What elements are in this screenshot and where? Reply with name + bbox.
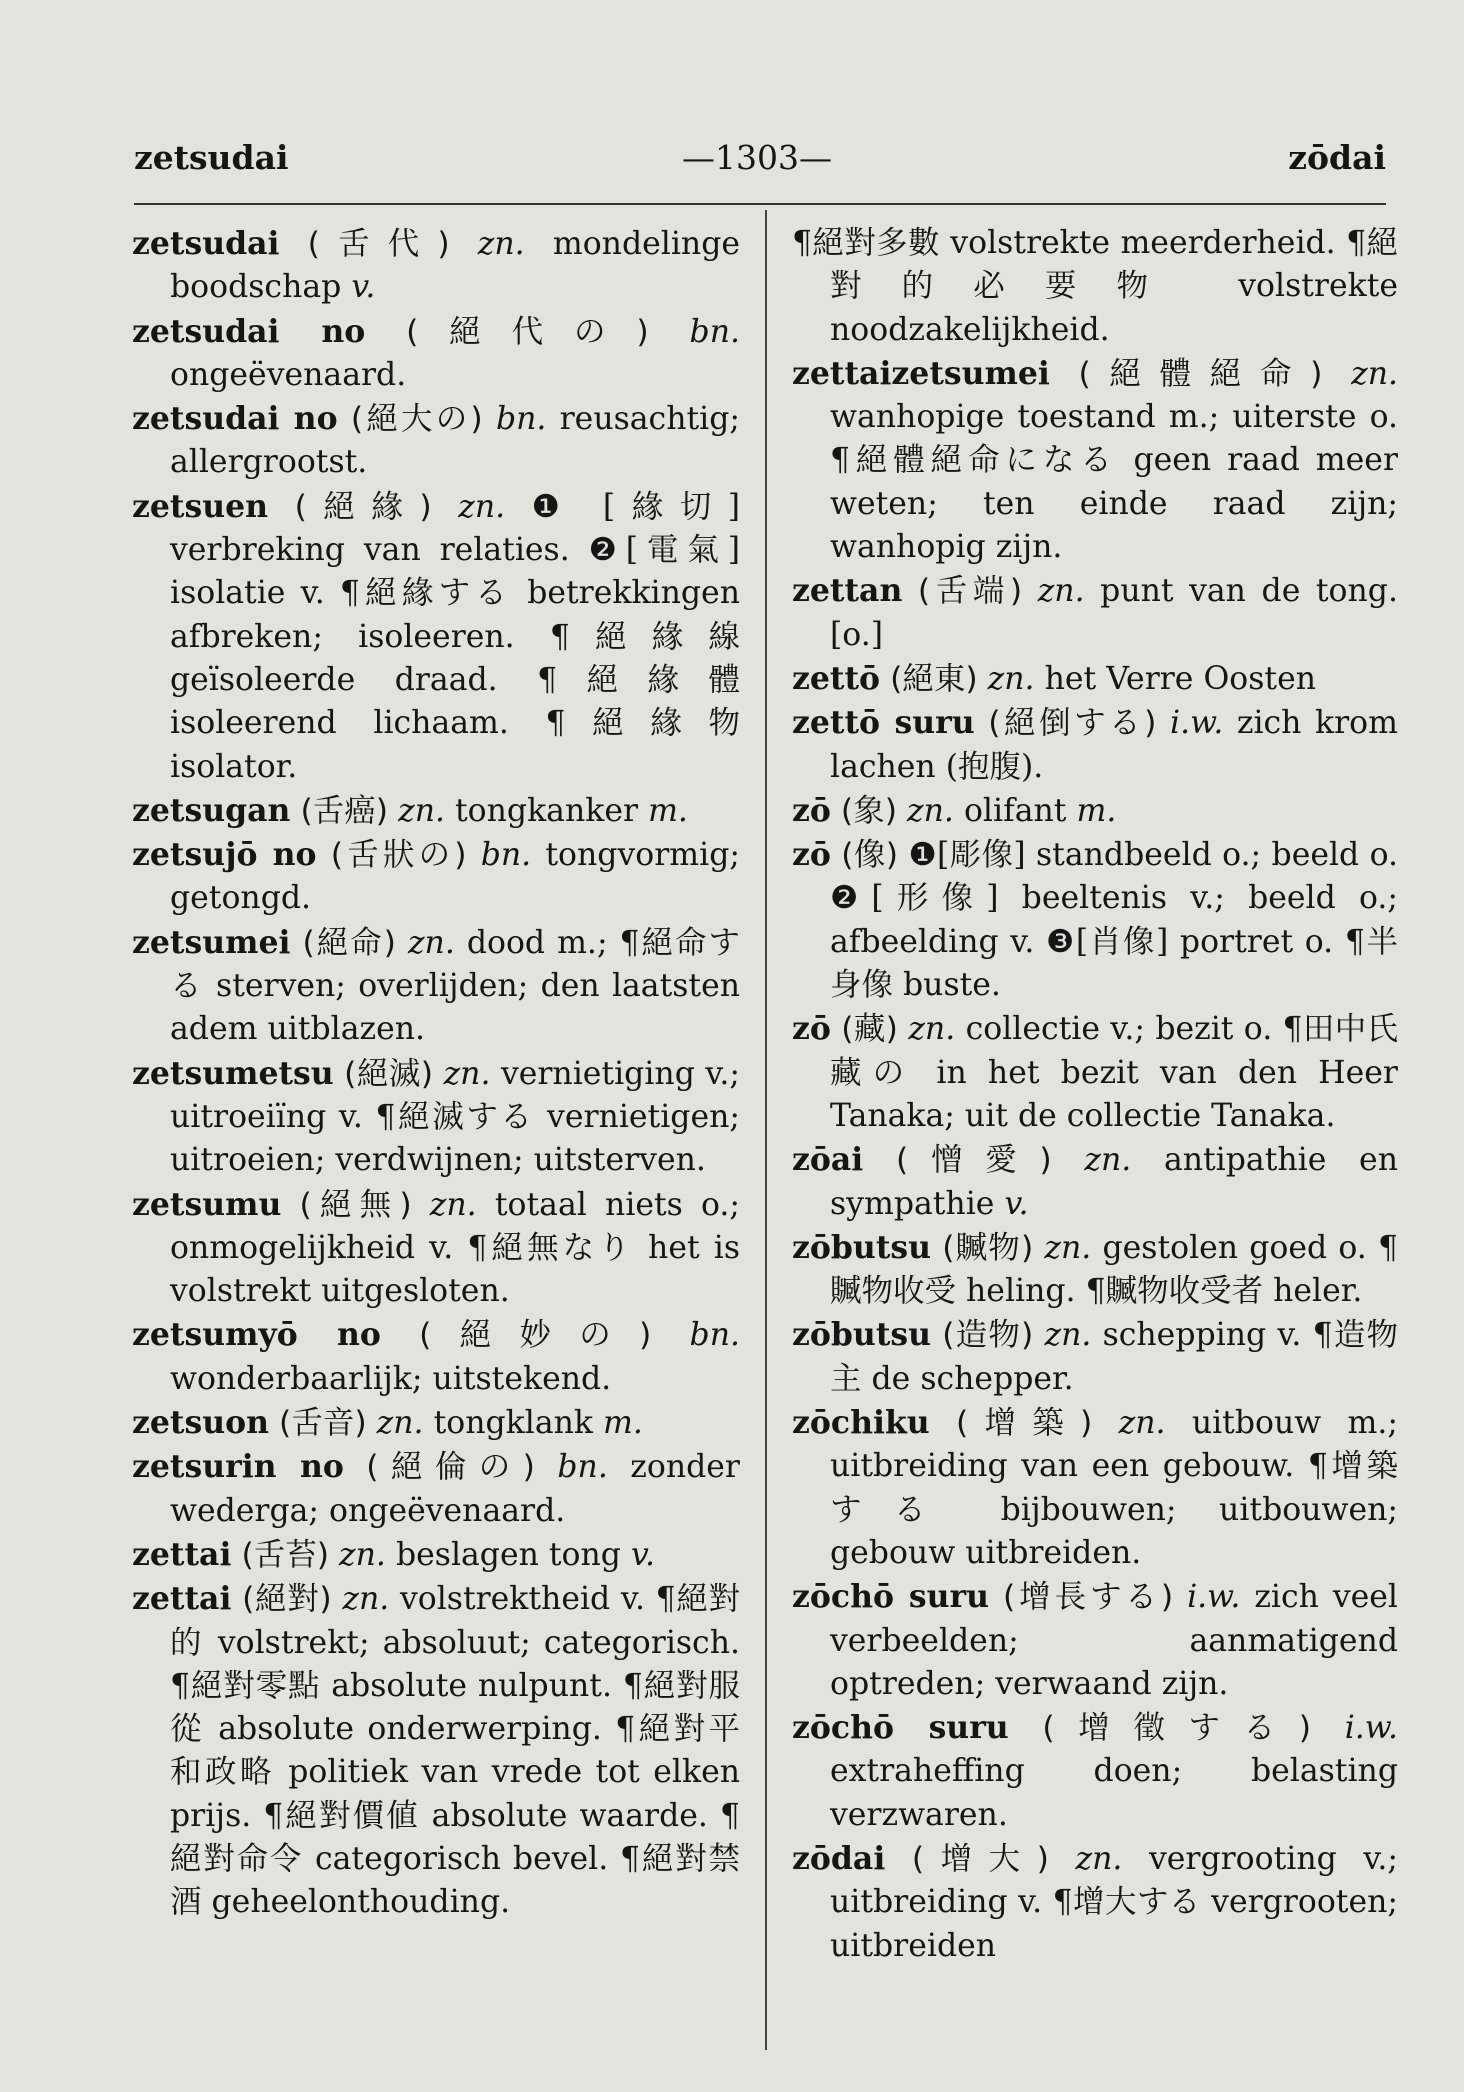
- entry-pos: bn.: [480, 837, 532, 874]
- dictionary-entry: [792, 657, 1398, 701]
- entry-headword: zettai: [132, 1580, 232, 1618]
- entry-headword: zōchō suru: [792, 1709, 1009, 1747]
- entry-kanji: (像): [841, 837, 899, 874]
- entry-pos: zn.: [907, 792, 954, 829]
- entry-kanji: (絕對): [242, 1581, 332, 1618]
- header-rule: [134, 203, 1386, 205]
- right-column: [792, 222, 1398, 2052]
- entry-pos: i.w.: [1170, 705, 1224, 742]
- dictionary-entry: [132, 1401, 740, 1445]
- guide-word-left: zetsudai: [134, 138, 289, 177]
- entry-kanji: (藏): [841, 1011, 898, 1048]
- dictionary-entry: [132, 1183, 740, 1314]
- entry-headword: zetsumyō no: [132, 1316, 381, 1354]
- entry-kanji: (舌端): [917, 573, 1023, 610]
- entry-headword: zō: [792, 1010, 831, 1048]
- dictionary-entry: [792, 1575, 1398, 1706]
- entry-headword: zōbutsu: [792, 1316, 932, 1354]
- entry-kanji: (舌苔): [241, 1536, 330, 1573]
- entry-definition: tongkanker: [455, 792, 639, 829]
- dictionary-entry: [132, 1533, 740, 1577]
- entry-definition: het Verre Oosten: [1044, 660, 1317, 697]
- entry-kanji: (絕命): [302, 924, 396, 961]
- entry-pos: zn.: [429, 1186, 477, 1223]
- entry-definition: zich veel verbeelden; aanmatigend optreden; verwaand zijn.: [830, 1579, 1398, 1702]
- entry-definition: schepping v. ¶造物主 de schepper.: [830, 1317, 1398, 1397]
- entry-definition: punt van de tong. [o.]: [830, 573, 1398, 653]
- entry-headword: zetsuon: [132, 1404, 270, 1442]
- entry-kanji: (絕妙の): [419, 1317, 652, 1354]
- entry-kanji: (舌狀の): [330, 837, 467, 874]
- entry-definition: beslagen tong: [395, 1536, 621, 1573]
- entry-headword: zettō suru: [792, 704, 975, 742]
- entry-headword: zō: [792, 791, 831, 829]
- entry-definition: zich krom lachen (抱腹).: [830, 705, 1398, 785]
- entry-headword: zetsumetsu: [132, 1054, 334, 1092]
- entry-pos: zn.: [443, 1055, 491, 1092]
- entry-definition: ongeëvenaard.: [170, 356, 407, 393]
- entry-headword: zōchō suru: [792, 1578, 990, 1616]
- entry-definition: vernietiging v.; uitroeiïng v. ¶絕滅する vernietigen; uitroeien; verdwijnen; uitsterven.: [170, 1055, 740, 1179]
- entry-pos: i.w.: [1187, 1579, 1241, 1616]
- entry-definition: dood m.; ¶絕命する sterven; overlijden; den laatsten adem uitblazen.: [170, 924, 740, 1048]
- entry-pos: zn.: [376, 1405, 424, 1442]
- entry-definition: antipathie en sympathie: [830, 1142, 1398, 1222]
- entry-definition: ❶[彫像] standbeeld o.; beeld o. ❷[形像] beeltenis v.; beeld o.; afbeelding v. ❸[肖像] portret o. ¶半身像 buste.: [830, 837, 1398, 1004]
- column-divider: [765, 210, 767, 2050]
- dictionary-entry: [132, 1052, 740, 1183]
- entry-definition: olifant: [963, 792, 1067, 829]
- entry-kanji: (增築): [955, 1405, 1093, 1442]
- entry-kanji: (絕東): [890, 660, 978, 697]
- entry-definition: tongvormig; getongd.: [170, 837, 740, 917]
- entry-definition: gestolen goed o. ¶贓物收受 heling. ¶贓物收受者 heler.: [830, 1229, 1398, 1310]
- entry-headword: zettan: [792, 572, 903, 610]
- dictionary-entry: [792, 1313, 1398, 1401]
- entry-definition: wonderbaarlijk; uitstekend.: [170, 1360, 612, 1397]
- entry-kanji: (絕體絕命): [1078, 355, 1323, 392]
- entry-headword: zetsugan: [132, 791, 291, 829]
- entry-pos: zn.: [407, 924, 455, 961]
- entry-headword: zōchiku: [792, 1404, 930, 1442]
- entry-definition: extraheffing doen; belasting verzwaren.: [830, 1753, 1398, 1833]
- entry-kanji: (增徵する): [1042, 1710, 1312, 1747]
- entry-pos: i.w.: [1344, 1710, 1398, 1747]
- entry-pos: bn.: [689, 313, 740, 350]
- dictionary-entry: [792, 1007, 1398, 1138]
- entry-gender: m.: [648, 792, 688, 829]
- entry-definition: tongklank: [433, 1405, 593, 1442]
- entry-pos: zn.: [987, 660, 1035, 697]
- dictionary-entry: [792, 833, 1398, 1007]
- entry-pos: zn.: [1044, 1317, 1092, 1354]
- entry-headword: zōbutsu: [792, 1228, 932, 1266]
- entry-headword: zettai: [132, 1535, 232, 1573]
- entry-definition: totaal niets o.; onmogelijkheid v. ¶絕無なり het is volstrekt uitgesloten.: [170, 1186, 740, 1310]
- entry-definition: mondelinge boodschap: [170, 226, 740, 306]
- entry-pos: zn.: [458, 488, 506, 525]
- entry-kanji: (舌音): [279, 1405, 367, 1442]
- entry-headword: zetsudai no: [132, 400, 338, 438]
- entry-gender: m.: [1076, 792, 1117, 829]
- entry-pos: zn.: [342, 1581, 390, 1618]
- dictionary-entry: [132, 1313, 740, 1401]
- entry-headword: zōdai: [792, 1839, 886, 1877]
- entry-kanji: (絕倒する): [988, 705, 1157, 742]
- entry-kanji: (贓物): [942, 1229, 1034, 1266]
- entry-pos: zn.: [1044, 1229, 1092, 1266]
- entry-kanji: (絕代の): [406, 313, 649, 350]
- guide-word-right: zōdai: [1288, 138, 1386, 177]
- entry-kanji: (增長する): [1002, 1579, 1174, 1616]
- entry-definition: volstrektheid v. ¶絕對的 volstrekt; absoluut; categorisch. ¶絕對零點 absolute nulpunt. ¶絕對服從 absolute onderwerping. ¶絕對平和政略 politiek van vrede tot elken prijs. ¶絕對價値 absolute waarde. ¶絕對命令 categorisch bevel. ¶絕對禁酒 geheelonthouding.: [170, 1581, 740, 1921]
- dictionary-entry: [792, 352, 1398, 569]
- entry-definition: uitbouw m.; uitbreiding van een gebouw. ¶增築する bijbouwen; uitbouwen; gebouw uitbreiden.: [830, 1405, 1398, 1571]
- entry-definition: reusachtig; allergrootst.: [170, 401, 740, 481]
- entry-definition: ❶ [緣切] verbreking van relaties. ❷[電氣] isolatie v. ¶絕緣する betrekkingen afbreken; isoleeren. ¶絕緣線 geïsoleerde draad. ¶絕緣體 isoleerend lichaam. ¶絕緣物 isolator.: [170, 488, 740, 785]
- entry-kanji: (絕滅): [344, 1055, 434, 1092]
- dictionary-entry: [132, 921, 740, 1052]
- entry-pos: zn.: [908, 1011, 956, 1048]
- entry-pos: zn.: [477, 226, 525, 262]
- dictionary-entry: [792, 701, 1398, 789]
- dictionary-entry: [132, 485, 740, 789]
- dictionary-entry: [792, 569, 1398, 657]
- dictionary-entry: [792, 1706, 1398, 1837]
- entry-headword: zetsudai: [132, 225, 280, 262]
- left-column: [132, 222, 740, 2052]
- entry-headword: zetsujō no: [132, 836, 317, 874]
- entry-pos: zn.: [1075, 1840, 1123, 1877]
- entry-definition: ¶絕對多數 volstrekte meerderheid. ¶絕對的必要物 volstrekte noodzakelijkheid.: [792, 225, 1398, 348]
- dictionary-entry: [132, 1445, 740, 1533]
- entry-gender: m.: [603, 1405, 643, 1442]
- entry-kanji: (舌癌): [300, 792, 389, 829]
- entry-kanji: (造物): [942, 1317, 1034, 1354]
- entry-gender: v.: [351, 269, 376, 306]
- entry-headword: zetsurin no: [132, 1448, 344, 1486]
- page-number: —1303—: [682, 138, 832, 177]
- dictionary-entry: [132, 789, 740, 833]
- dictionary-entry: [132, 1577, 740, 1924]
- dictionary-entry: [792, 1401, 1398, 1575]
- entry-pos: zn.: [1351, 355, 1398, 392]
- entry-headword: zetsudai no: [132, 312, 366, 350]
- entry-definition: zonder wederga; ongeëvenaard.: [170, 1449, 740, 1529]
- entry-kanji: (增大): [911, 1840, 1049, 1877]
- entry-kanji: (舌代): [307, 226, 450, 262]
- entry-definition: wanhopige toestand m.; uiterste o. ¶絕體絕命になる geen raad meer weten; ten einde raad zijn; wanhopig zijn.: [830, 399, 1398, 566]
- entry-kanji: (憎愛): [895, 1142, 1052, 1179]
- entry-pos: bn.: [557, 1449, 608, 1486]
- dictionary-entry: [132, 310, 740, 398]
- entry-pos: bn.: [689, 1317, 740, 1354]
- running-head: [0, 138, 1464, 182]
- entry-pos: zn.: [1118, 1405, 1166, 1442]
- dictionary-entry: [792, 1138, 1398, 1226]
- entry-kanji: (絕緣): [294, 488, 432, 525]
- dictionary-entry: [132, 833, 740, 921]
- dictionary-entry: [132, 222, 740, 310]
- entry-pos: zn.: [1037, 573, 1085, 610]
- entry-pos: zn.: [398, 792, 445, 829]
- dictionary-entry: [792, 1837, 1398, 1968]
- dictionary-entry: [132, 397, 740, 485]
- entry-headword: zettō: [792, 659, 881, 697]
- entry-headword: zettaizetsumei: [792, 354, 1050, 392]
- entry-pos: zn.: [339, 1536, 386, 1573]
- entry-gender: v.: [631, 1536, 656, 1573]
- entry-headword: zetsumei: [132, 923, 291, 961]
- entry-gender: v.: [1004, 1185, 1029, 1222]
- entry-headword: zōai: [792, 1141, 864, 1179]
- entry-headword: zetsuen: [132, 487, 269, 525]
- entry-pos: bn.: [495, 401, 547, 438]
- entry-definition: vergrooting v.; uitbreiding v. ¶增大する vergrooten; uitbreiden: [830, 1840, 1398, 1964]
- entry-headword: zō: [792, 836, 831, 874]
- entry-kanji: (絕大の): [350, 401, 483, 438]
- entry-kanji: (象): [840, 792, 898, 829]
- dictionary-entry: [792, 789, 1398, 833]
- dictionary-entry: [792, 1226, 1398, 1314]
- entry-kanji: (絕無): [299, 1186, 412, 1223]
- entry-pos: zn.: [1084, 1142, 1132, 1179]
- entry-definition: collectie v.; bezit o. ¶田中氏藏の in het bezit van den Heer Tanaka; uit de collectie Tanaka.: [830, 1011, 1398, 1134]
- entry-kanji: (絕倫の): [366, 1449, 535, 1486]
- dictionary-entry: [792, 222, 1398, 352]
- entry-headword: zetsumu: [132, 1185, 282, 1223]
